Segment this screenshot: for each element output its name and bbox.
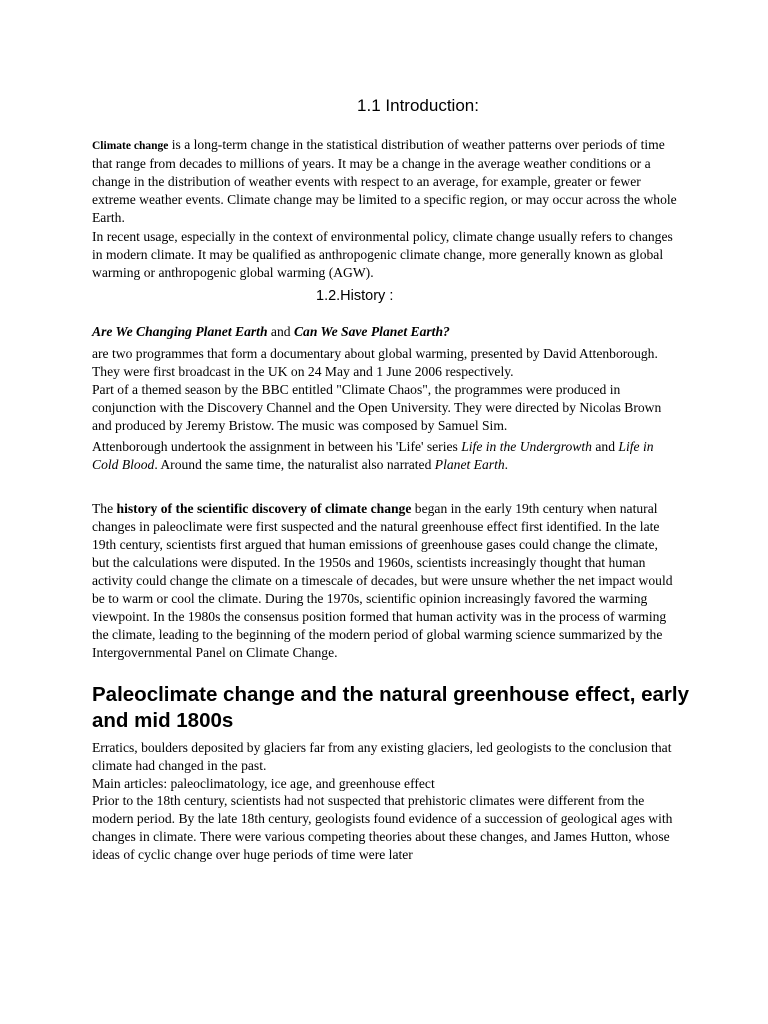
documentary-titles <box>92 323 678 341</box>
title-save-planet-earth: Can We Save Planet Earth? <box>293 324 450 339</box>
history-paragraph-4-rest: began in the early 19th century when natural changes in paleoclimate were first suspected and the natural greenhouse effect first identified. In the late 19th century, scientists first argued that human emissions of greenhouse gases could change the climate, but the calculations were disputed. In the 1950s and 1960s, scientists increasingly thought that human activity could change the climate on a timescale of decades, but were unsure whether the net impact would be to warm or cool the climate. During the 1970s, scientific opinion increasingly favored the warming viewpoint. In the 1980s the consensus position formed that human activity was in the process of warming the climate, leading to the beginning of the modern period of global warming science summarized by the Intergovernmental Panel on Climate Change. <box>92 501 673 660</box>
heading-history: 1.2.History : <box>316 288 394 304</box>
heading-introduction: 1.1 Introduction: <box>357 96 479 115</box>
history-paragraph-3-d: . <box>504 457 509 472</box>
paleo-paragraph-2: Prior to the 18th century, scientists had not suspected that prehistoric climates were different from the modern period. By the late 18th century, geologists found evidence of a succession of geological ages with changes in climate. There were various competing theories about these changes, and James Hutton, whose ideas of cyclic change over huge periods of time were later <box>92 793 673 862</box>
term-climate-change: Climate change <box>92 140 169 152</box>
series-life-in-cold-blood: Life in Cold Blood <box>92 439 654 472</box>
heading-paleoclimate: Paleoclimate change and the natural greenhouse effect, early and mid 1800s <box>92 683 689 732</box>
history-paragraph-3-c: . Around the same time, the naturalist also narrated <box>154 457 435 472</box>
history-paragraph-3-a: Attenborough undertook the assignment in between his 'Life' series <box>92 439 462 454</box>
paleo-main-articles: Main articles: paleoclimatology, ice age, and greenhouse effect <box>92 776 435 791</box>
intro-paragraph-1-text: is a long-term change in the statistical distribution of weather patterns over periods of time that range from decades to millions of years. It may be a change in the average weather conditions or a change in the distribution of weather events with respect to an average, for example, greater or fewer extreme weather events. Climate change may be limited to a specific region, or may occur across the whole Earth. <box>92 137 677 225</box>
series-planet-earth: Planet Earth <box>434 457 505 472</box>
history-paragraph-2: Part of a themed season by the BBC entitled "Climate Chaos", the programmes were produced in conjunction with the Discovery Channel and the Open University. They were directed by Nicolas Brown and produced by Jeremy Bristow. The music was composed by Samuel Sim. <box>92 382 662 433</box>
history-paragraph-4-a: The <box>92 501 117 516</box>
titles-conjunction: and <box>267 324 294 339</box>
history-paragraph-1: are two programmes that form a documentary about global warming, presented by David Attenborough. They were first broadcast in the UK on 24 May and 1 June 2006 respectively. <box>92 346 658 379</box>
history-scientific-discovery-term: history of the scientific discovery of climate change <box>116 501 412 516</box>
title-changing-planet-earth: Are We Changing Planet Earth <box>92 324 268 339</box>
history-paragraph-4 <box>92 500 678 662</box>
history-paragraph-3 <box>92 438 678 474</box>
series-life-in-the-undergrowth: Life in the Undergrowth <box>461 439 592 454</box>
intro-paragraph-1 <box>92 136 678 227</box>
intro-paragraph-2: In recent usage, especially in the context of environmental policy, climate change usually refers to changes in modern climate. It may be qualified as anthropogenic climate change, more generally known as global warming or anthropogenic global warming (AGW). <box>92 229 673 280</box>
history-paragraph-3-b: and <box>591 439 619 454</box>
paleo-paragraph-1: Erratics, boulders deposited by glaciers far from any existing glaciers, led geologists to the conclusion that climate had changed in the past. <box>92 740 672 773</box>
